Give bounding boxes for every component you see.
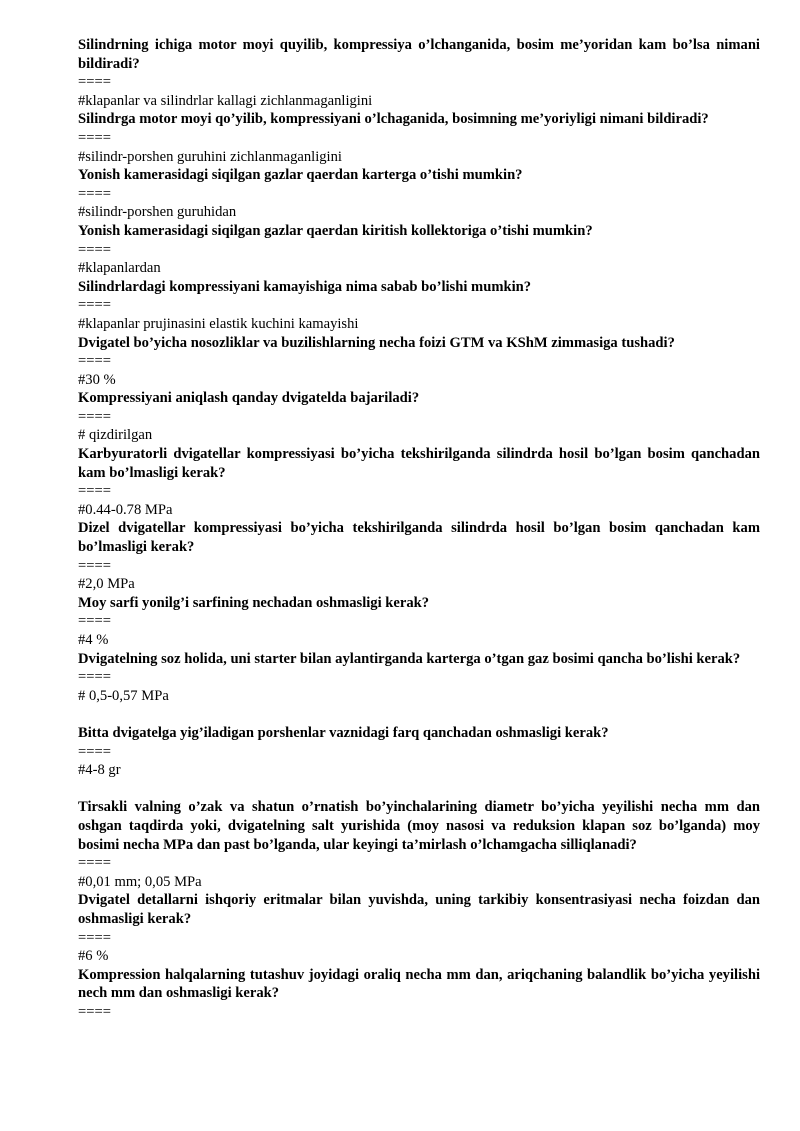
- question-text: Kompression halqalarning tutashuv joyidagi oraliq necha mm dan, ariqchaning balandlik bo’yicha yeyilishi nech mm dan oshmasligi kerak?: [78, 966, 760, 1002]
- separator-line: ====: [78, 669, 111, 686]
- separator-line: ====: [78, 1003, 111, 1020]
- question-text: Silindrga motor moyi qo’yilib, kompressiyani o’lchaganida, bosimning me’yoriyligi nimani bildiradi?: [78, 111, 709, 128]
- separator-line: ====: [78, 297, 111, 314]
- question-text: Dvigatel detallarni ishqoriy eritmalar bilan yuvishda, uning tarkibiy konsentrasiyasi necha foizdan dan oshmasligi kerak?: [78, 892, 760, 927]
- separator-line: ====: [78, 74, 111, 91]
- question-text: Dvigatelning soz holida, uni starter bilan aylantirganda karterga o’tgan gaz bosimi qancha bo’lishi kerak?: [78, 650, 741, 667]
- question-text: Moy sarfi yonilg’i sarfining nechadan oshmasligi kerak?: [78, 594, 430, 611]
- answer-text: #6 %: [78, 948, 109, 965]
- separator-line: ====: [78, 613, 111, 630]
- separator-line: ====: [78, 408, 111, 425]
- separator-line: ====: [78, 353, 111, 370]
- separator-line: ====: [78, 185, 111, 202]
- blank-line: [78, 705, 760, 724]
- question-text: Karbyuratorli dvigatellar kompressiyasi bo’yicha tekshirilganda silindrda hosil bo’lgan bosim qanchadan kam bo’lmasligi kerak?: [78, 446, 760, 481]
- answer-text: #4 %: [78, 632, 109, 648]
- answer-text: #klapanlardan: [78, 260, 161, 277]
- separator-line: ====: [78, 483, 111, 500]
- answer-text: #0.44-0.78 MPa: [78, 501, 173, 518]
- separator-line: ====: [78, 129, 111, 146]
- answer-text: #silindr-porshen guruhidan: [78, 204, 237, 221]
- question-text: Bitta dvigatelga yig’iladigan porshenlar vaznidagi farq qanchadan oshmasligi kerak?: [78, 724, 609, 741]
- question-text: Tirsakli valning o’zak va shatun o’rnatish bo’yinchalarining diametr bo’yicha yeyilishi necha mm dan oshgan taqdirda yoki, dvigatelning salt yurishida (moy nasosi va reduksion klapan soz bo’lganda) moy bosimi necha MPa dan past bo’lganda, ular keyingi ta’mirlash o’lchamgacha silliqlanadi?: [78, 799, 760, 853]
- answer-text: #4-8 gr: [78, 762, 121, 779]
- answer-text: # 0,5-0,57 MPa: [78, 687, 169, 704]
- question-text: Yonish kamerasidagi siqilgan gazlar qaerdan karterga o’tishi mumkin?: [78, 167, 523, 184]
- separator-line: ====: [78, 241, 111, 258]
- question-text: Dizel dvigatellar kompressiyasi bo’yicha tekshirilganda silindrda hosil bo’lgan bosim qanchadan kam bo’lmasligi kerak?: [78, 520, 760, 556]
- separator-line: ====: [78, 929, 111, 946]
- separator-line: ====: [78, 557, 111, 574]
- question-text: Yonish kamerasidagi siqilgan gazlar qaerdan kiritish kollektoriga o’tishi mumkin?: [78, 222, 593, 239]
- blank-line: [78, 780, 760, 799]
- answer-text: #0,01 mm; 0,05 MPa: [78, 873, 202, 890]
- separator-line: ====: [78, 743, 111, 760]
- question-text: Silindrning ichiga motor moyi quyilib, kompressiya o’lchanganida, bosim me’yoridan kam bo’lsa nimani bildiradi?: [78, 37, 760, 72]
- question-text: Kompressiyani aniqlash qanday dvigatelda bajariladi?: [78, 390, 420, 407]
- answer-text: #30 %: [78, 371, 116, 388]
- document-page: [78, 36, 760, 1021]
- answer-text: #klapanlar va silindrlar kallagi zichlanmaganligini: [78, 92, 373, 109]
- answer-text: #silindr-porshen guruhini zichlanmaganligini: [78, 148, 342, 165]
- question-text: Dvigatel bo’yicha nosozliklar va buzilishlarning necha foizi GTM va KShM zimmasiga tushadi?: [78, 334, 675, 351]
- separator-line: ====: [78, 855, 111, 872]
- answer-text: # qizdirilgan: [78, 427, 153, 444]
- answer-text: #klapanlar prujinasini elastik kuchini kamayishi: [78, 315, 359, 332]
- question-text: Silindrlardagi kompressiyani kamayishiga nima sabab bo’lishi mumkin?: [78, 278, 532, 295]
- answer-text: #2,0 MPa: [78, 576, 135, 593]
